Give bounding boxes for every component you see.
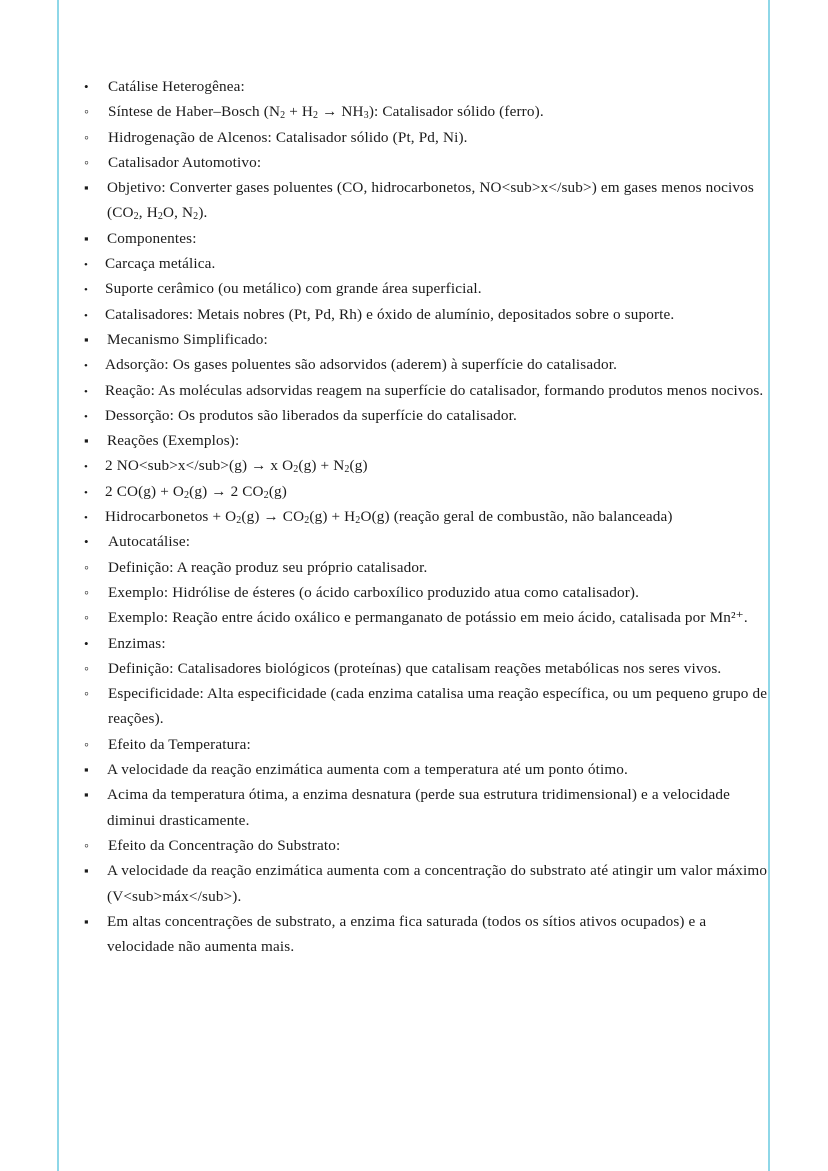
bullet-circle-icon — [84, 555, 106, 581]
outline-item-text — [84, 99, 768, 124]
text-run: ): Catalisador sólido (ferro). — [368, 103, 544, 121]
outline-item-dessorcao — [84, 403, 768, 428]
outline-item-enzimas — [84, 631, 768, 960]
outline-item-label: Reação: As moléculas adsorvidas reagem na superfície do catalisador, formando produtos menos nocivos. — [105, 381, 764, 399]
outline-item-efeito-concentracao-substrato — [84, 833, 768, 959]
outline-item-hidrogenacao-alcenos — [84, 125, 768, 150]
outline-item-text — [84, 580, 768, 605]
outline-item-label: Enzimas: — [108, 634, 166, 652]
outline-item-text — [84, 74, 768, 99]
outline-item-text — [84, 909, 768, 960]
bullet-dot-icon — [84, 504, 106, 531]
bullet-square-icon — [84, 428, 106, 453]
bullet-circle-icon — [84, 150, 106, 176]
outline-item-label: Definição: Catalisadores biológicos (proteínas) que catalisam reações metabólicas nos seres vivos. — [108, 659, 722, 677]
bullet-disc-icon — [84, 631, 106, 656]
outline-item-text — [84, 631, 768, 656]
subscript: 2 — [133, 211, 139, 223]
outline-item-label: Mecanismo Simplificado: — [107, 330, 268, 348]
outline-item-componentes — [84, 226, 768, 327]
outline-item-text — [84, 605, 768, 630]
outline-item-label: A velocidade da reação enzimática aumenta com a temperatura até um ponto ótimo. — [107, 761, 628, 779]
outline-item-text — [84, 529, 768, 554]
bullet-circle-icon — [84, 732, 106, 758]
outline-sublist — [84, 656, 768, 960]
outline-item-substrato-saturacao — [84, 909, 768, 960]
subscript: 2 — [157, 211, 163, 223]
text-run: ). — [198, 204, 208, 222]
outline-item-label — [108, 103, 544, 120]
outline-item-text — [84, 555, 768, 580]
outline-item-text — [84, 175, 768, 226]
bullet-dot-icon — [84, 352, 106, 379]
outline-item-label — [105, 508, 673, 525]
outline-item-text — [84, 757, 768, 782]
bullet-square-icon — [84, 909, 106, 934]
bullet-circle-icon — [84, 681, 106, 707]
outline-item-text — [84, 656, 768, 681]
outline-sublist — [84, 352, 768, 428]
bullet-dot-icon — [84, 403, 106, 430]
subscript: 2 — [313, 110, 319, 122]
text-run: (g) — [349, 457, 368, 475]
outline-item-suporte-ceramico — [84, 276, 768, 301]
outline-item-text — [84, 479, 768, 504]
outline-item-label: Exemplo: Hidrólise de ésteres (o ácido carboxílico produzido atua como catalisador). — [108, 583, 640, 601]
outline-item-label: Catalisador Automotivo: — [108, 153, 262, 171]
subscript: 2 — [193, 211, 199, 223]
outline-item-enzimas-especificidade — [84, 681, 768, 732]
bullet-square-icon — [84, 858, 106, 883]
bullet-square-icon — [84, 782, 106, 807]
subscript: 2 — [344, 464, 350, 476]
bullet-dot-icon — [84, 276, 106, 303]
text-run: Hidrocarbonetos + O — [105, 508, 237, 526]
outline-item-text — [84, 302, 768, 327]
outline-sublist — [84, 99, 768, 529]
outline-item-autocatalise-definicao — [84, 555, 768, 580]
bullet-dot-icon — [84, 378, 106, 405]
bullet-square-icon — [84, 327, 106, 352]
subscript: 3 — [363, 110, 369, 122]
bullet-dot-icon — [84, 453, 106, 480]
outline-item-label: Carcaça metálica. — [105, 255, 216, 273]
outline-item-label: Em altas concentrações de substrato, a enzima fica saturada (todos os sítios ativos ocupados) e a velocidade não aumenta mais. — [107, 912, 707, 956]
outline-item-label: Exemplo: Reação entre ácido oxálico e permanganato de potássio em meio ácido, catalisada por Mn²⁺. — [108, 609, 748, 627]
outline-item-enzimas-definicao — [84, 656, 768, 681]
outline-item-objetivo — [84, 175, 768, 226]
bullet-disc-icon — [84, 529, 106, 554]
text-run: , H — [138, 204, 158, 222]
outline-sublist — [84, 858, 768, 959]
text-run: + H — [285, 103, 314, 121]
outline-item-temperatura-desnaturacao — [84, 782, 768, 833]
outline-item-label: Autocatálise: — [108, 533, 191, 551]
outline-item-label: Acima da temperatura ótima, a enzima desnatura (perde sua estrutura tridimensional) e a velocidade diminui drasticamente. — [107, 786, 730, 829]
outline-item-reacao — [84, 378, 768, 403]
outline-item-label: Adsorção: Os gases poluentes são adsorvidos (aderem) à superfície do catalisador. — [105, 356, 618, 374]
outline-item-text — [84, 251, 768, 276]
subscript: 2 — [280, 110, 286, 122]
bullet-circle-icon — [84, 99, 106, 125]
subscript: 2 — [184, 489, 190, 501]
outline-item-catalise-heterogenea — [84, 74, 768, 529]
outline-item-mecanismo-simplificado — [84, 327, 768, 428]
outline-item-text — [84, 504, 768, 529]
bullet-dot-icon — [84, 302, 106, 329]
outline-item-text — [84, 681, 768, 732]
outline-item-label: Dessorção: Os produtos são liberados da superfície do catalisador. — [105, 406, 517, 424]
outline-item-label: Suporte cerâmico (ou metálico) com grande área superficial. — [105, 280, 482, 298]
outline-item-sintese-haber-bosch — [84, 99, 768, 124]
outline-item-reacao-nox — [84, 453, 768, 478]
outline-item-text — [84, 226, 768, 251]
outline-item-label: Componentes: — [107, 229, 197, 247]
outline-sublist — [84, 555, 768, 631]
text-run: → NH — [318, 103, 364, 121]
outline-item-text — [84, 453, 768, 478]
bullet-square-icon — [84, 757, 106, 782]
outline-item-label — [107, 179, 754, 221]
outline-item-text — [84, 352, 768, 377]
outline-item-text — [84, 327, 768, 352]
bullet-circle-icon — [84, 656, 106, 682]
text-run: (g) + H — [309, 508, 356, 526]
outline-item-reacoes-exemplos — [84, 428, 768, 529]
outline-sublist — [84, 757, 768, 833]
outline-item-text — [84, 125, 768, 150]
text-run: (g) → 2 CO — [189, 482, 264, 500]
outline-item-autocatalise-exemplo-oxalico — [84, 605, 768, 630]
outline-sublist — [84, 453, 768, 529]
text-run: Objetivo: Converter gases poluentes (CO, hidrocarbonetos, NO<sub>x</sub>) em gases menos nocivos (CO — [107, 179, 754, 222]
bullet-circle-icon — [84, 833, 106, 859]
outline-item-substrato-aumento — [84, 858, 768, 909]
subscript: 2 — [293, 464, 299, 476]
outline-item-catalisador-automotivo — [84, 150, 768, 529]
outline-item-text — [84, 833, 768, 858]
outline-item-label — [105, 483, 287, 500]
outline-item-efeito-temperatura — [84, 732, 768, 833]
bullet-circle-icon — [84, 580, 106, 606]
text-run: (g) → CO — [241, 508, 305, 526]
bullet-square-icon — [84, 175, 106, 200]
text-run: Síntese de Haber–Bosch (N — [108, 103, 281, 121]
outline-item-text — [84, 782, 768, 833]
outline-item-adsorcao — [84, 352, 768, 377]
outline-item-label: Especificidade: Alta especificidade (cada enzima catalisa uma reação específica, ou um pequeno grupo de reações). — [108, 685, 768, 728]
outline-sublist — [84, 251, 768, 327]
outline-item-text — [84, 276, 768, 301]
outline-item-text — [84, 732, 768, 757]
outline-item-autocatalise-exemplo-hidrolise — [84, 580, 768, 605]
outline-item-text — [84, 150, 768, 175]
outline-item-temperatura-aumento — [84, 757, 768, 782]
outline-item-text — [84, 858, 768, 909]
bullet-disc-icon — [84, 74, 106, 99]
outline-item-label: Definição: A reação produz seu próprio catalisador. — [108, 558, 428, 576]
text-run: (g) — [268, 482, 288, 500]
outline-item-carcaca-metalica — [84, 251, 768, 276]
outline-item-reacao-co — [84, 479, 768, 504]
bullet-dot-icon — [84, 251, 106, 278]
outline-sublist — [84, 175, 768, 529]
text-run: (g) + N — [298, 457, 345, 475]
outline-item-label: Catálise Heterogênea: — [108, 78, 245, 95]
outline-item-label — [105, 457, 368, 474]
outline-item-label: A velocidade da reação enzimática aumenta com a concentração do substrato até atingir um valor máximo (V<sub>máx</sub>). — [107, 862, 768, 905]
outline-item-catalisadores-metais — [84, 302, 768, 327]
outline-item-text — [84, 378, 768, 403]
bullet-square-icon — [84, 226, 106, 251]
text-run: 2 CO(g) + O — [105, 482, 184, 500]
outline-item-reacao-hidrocarbonetos — [84, 504, 768, 529]
outline-item-text — [84, 403, 768, 428]
text-run: O, N — [163, 204, 194, 222]
outline-item-label: Reações (Exemplos): — [107, 432, 240, 450]
outline-item-label: Hidrogenação de Alcenos: Catalisador sólido (Pt, Pd, Ni). — [108, 128, 468, 146]
subscript: 2 — [263, 489, 269, 501]
outline-item-label: Efeito da Concentração do Substrato: — [108, 836, 341, 854]
outline-item-label: Catalisadores: Metais nobres (Pt, Pd, Rh) e óxido de alumínio, depositados sobre o suporte. — [105, 305, 675, 323]
outline-list — [84, 74, 768, 959]
outline-item-autocatalise — [84, 529, 768, 630]
outline-item-text — [84, 428, 768, 453]
text-run: O(g) (reação geral de combustão, não balanceada) — [360, 508, 673, 526]
outline-item-label: Efeito da Temperatura: — [108, 735, 251, 753]
bullet-dot-icon — [84, 479, 106, 506]
subscript: 2 — [355, 515, 361, 527]
subscript: 2 — [304, 515, 310, 527]
text-run: 2 NO<sub>x</sub>(g) → x O — [105, 457, 294, 475]
subscript: 2 — [236, 515, 242, 527]
bullet-circle-icon — [84, 125, 106, 151]
bullet-circle-icon — [84, 605, 106, 631]
